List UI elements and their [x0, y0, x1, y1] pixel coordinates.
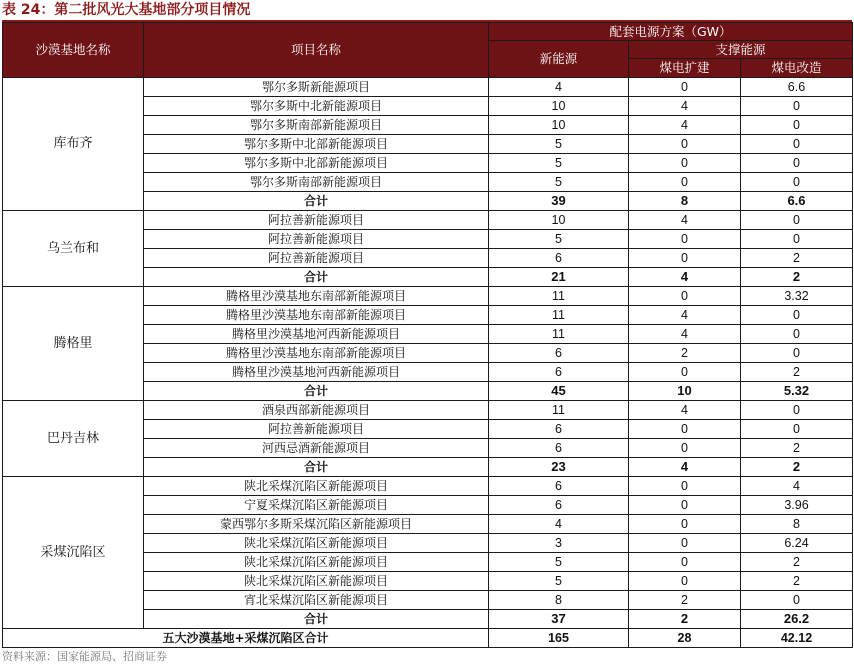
region-name-cell: 巴丹吉林 [3, 401, 144, 477]
coal-expand-cell: 4 [629, 306, 741, 325]
coal-retrofit-cell: 4 [741, 477, 853, 496]
coal-retrofit-cell: 0 [741, 420, 853, 439]
project-name-cell: 腾格里沙漠基地东南部新能源项目 [144, 287, 489, 306]
coal-retrofit-cell: 6.6 [741, 78, 853, 97]
new-energy-cell: 6 [489, 344, 629, 363]
project-name-cell: 鄂尔多斯南部新能源项目 [144, 173, 489, 192]
coal-retrofit-cell: 2 [741, 439, 853, 458]
coal-expand-cell: 0 [629, 249, 741, 268]
new-energy-cell: 11 [489, 306, 629, 325]
coal-retrofit-cell: 0 [741, 591, 853, 610]
coal-expand-cell: 0 [629, 154, 741, 173]
new-energy-cell: 10 [489, 116, 629, 135]
new-energy-cell: 5 [489, 572, 629, 591]
coal-expand-cell: 0 [629, 230, 741, 249]
subtotal-label-cell: 合计 [144, 192, 489, 211]
subtotal-coal-retrofit-cell: 2 [741, 268, 853, 287]
subtotal-label-cell: 合计 [144, 610, 489, 629]
coal-retrofit-cell: 0 [741, 173, 853, 192]
grand-total-label-cell: 五大沙漠基地+采煤沉陷区合计 [3, 629, 489, 648]
header-coal-expand: 煤电扩建 [629, 59, 741, 78]
coal-expand-cell: 0 [629, 515, 741, 534]
project-name-cell: 陕北采煤沉陷区新能源项目 [144, 477, 489, 496]
coal-retrofit-cell: 0 [741, 230, 853, 249]
coal-expand-cell: 0 [629, 496, 741, 515]
project-name-cell: 宁夏采煤沉陷区新能源项目 [144, 496, 489, 515]
project-name-cell: 陕北采煤沉陷区新能源项目 [144, 553, 489, 572]
new-energy-cell: 4 [489, 515, 629, 534]
coal-retrofit-cell: 2 [741, 249, 853, 268]
subtotal-label-cell: 合计 [144, 458, 489, 477]
coal-retrofit-cell: 0 [741, 211, 853, 230]
project-name-cell: 腾格里沙漠基地河西新能源项目 [144, 325, 489, 344]
coal-retrofit-cell: 0 [741, 154, 853, 173]
subtotal-coal-retrofit-cell: 5.32 [741, 382, 853, 401]
new-energy-cell: 6 [489, 477, 629, 496]
coal-expand-cell: 0 [629, 287, 741, 306]
new-energy-cell: 5 [489, 135, 629, 154]
project-name-cell: 陕北采煤沉陷区新能源项目 [144, 534, 489, 553]
coal-expand-cell: 0 [629, 135, 741, 154]
coal-expand-cell: 0 [629, 439, 741, 458]
new-energy-cell: 10 [489, 97, 629, 116]
grand-total-new-energy-cell: 165 [489, 629, 629, 648]
coal-retrofit-cell: 0 [741, 116, 853, 135]
project-name-cell: 腾格里沙漠基地河西新能源项目 [144, 363, 489, 382]
coal-retrofit-cell: 0 [741, 97, 853, 116]
region-name-cell: 采煤沉陷区 [3, 477, 144, 629]
subtotal-coal-expand-cell: 8 [629, 192, 741, 211]
project-name-cell: 阿拉善新能源项目 [144, 230, 489, 249]
coal-expand-cell: 0 [629, 363, 741, 382]
table-header [3, 23, 853, 78]
coal-retrofit-cell: 0 [741, 135, 853, 154]
new-energy-cell: 6 [489, 420, 629, 439]
source-note: 资料来源：国家能源局、招商证券 [2, 650, 167, 663]
subtotal-label-cell: 合计 [144, 382, 489, 401]
table-row [3, 78, 853, 97]
subtotal-new-energy-cell: 23 [489, 458, 629, 477]
project-name-cell: 阿拉善新能源项目 [144, 420, 489, 439]
coal-expand-cell: 2 [629, 591, 741, 610]
header-coal-retrofit: 煤电改造 [741, 59, 853, 78]
project-name-cell: 阿拉善新能源项目 [144, 249, 489, 268]
new-energy-cell: 10 [489, 211, 629, 230]
project-name-cell: 宵北采煤沉陷区新能源项目 [144, 591, 489, 610]
subtotal-label-cell: 合计 [144, 268, 489, 287]
coal-retrofit-cell: 6.24 [741, 534, 853, 553]
subtotal-coal-expand-cell: 4 [629, 268, 741, 287]
new-energy-cell: 5 [489, 553, 629, 572]
region-name-cell: 库布齐 [3, 78, 144, 211]
subtotal-new-energy-cell: 37 [489, 610, 629, 629]
coal-expand-cell: 0 [629, 78, 741, 97]
subtotal-coal-expand-cell: 4 [629, 458, 741, 477]
header-project: 项目名称 [144, 23, 489, 78]
project-name-cell: 河西忌酒新能源项目 [144, 439, 489, 458]
project-name-cell: 腾格里沙漠基地东南部新能源项目 [144, 344, 489, 363]
table-row [3, 287, 853, 306]
coal-expand-cell: 0 [629, 534, 741, 553]
new-energy-cell: 6 [489, 496, 629, 515]
coal-retrofit-cell: 2 [741, 553, 853, 572]
new-energy-cell: 6 [489, 439, 629, 458]
subtotal-new-energy-cell: 39 [489, 192, 629, 211]
grand-total-coal-expand-cell: 28 [629, 629, 741, 648]
project-name-cell: 鄂尔多斯中北部新能源项目 [144, 154, 489, 173]
coal-expand-cell: 4 [629, 211, 741, 230]
new-energy-cell: 11 [489, 287, 629, 306]
coal-expand-cell: 4 [629, 401, 741, 420]
region-name-cell: 乌兰布和 [3, 211, 144, 287]
projects-table [2, 22, 853, 648]
coal-retrofit-cell: 8 [741, 515, 853, 534]
coal-expand-cell: 0 [629, 572, 741, 591]
coal-retrofit-cell: 0 [741, 325, 853, 344]
coal-retrofit-cell: 0 [741, 344, 853, 363]
coal-expand-cell: 4 [629, 325, 741, 344]
table-row [3, 477, 853, 496]
coal-expand-cell: 0 [629, 553, 741, 572]
coal-expand-cell: 0 [629, 420, 741, 439]
coal-retrofit-cell: 3.96 [741, 496, 853, 515]
new-energy-cell: 5 [489, 154, 629, 173]
subtotal-new-energy-cell: 45 [489, 382, 629, 401]
new-energy-cell: 3 [489, 534, 629, 553]
new-energy-cell: 11 [489, 401, 629, 420]
project-name-cell: 鄂尔多斯新能源项目 [144, 78, 489, 97]
table-row [3, 211, 853, 230]
subtotal-coal-retrofit-cell: 6.6 [741, 192, 853, 211]
coal-retrofit-cell: 2 [741, 572, 853, 591]
coal-expand-cell: 0 [629, 173, 741, 192]
coal-expand-cell: 2 [629, 344, 741, 363]
new-energy-cell: 5 [489, 173, 629, 192]
table-title: 表 24：第二批风光大基地部分项目情况 [2, 2, 251, 18]
header-region: 沙漠基地名称 [3, 23, 144, 78]
coal-expand-cell: 4 [629, 97, 741, 116]
grand-total-coal-retrofit-cell: 42.12 [741, 629, 853, 648]
project-name-cell: 鄂尔多斯中北部新能源项目 [144, 135, 489, 154]
coal-expand-cell: 4 [629, 116, 741, 135]
project-name-cell: 鄂尔多斯南部新能源项目 [144, 116, 489, 135]
grand-total-row [3, 629, 853, 648]
new-energy-cell: 4 [489, 78, 629, 97]
new-energy-cell: 6 [489, 249, 629, 268]
project-name-cell: 酒泉西部新能源项目 [144, 401, 489, 420]
table-row [3, 401, 853, 420]
new-energy-cell: 6 [489, 363, 629, 382]
header-power-plan: 配套电源方案（GW） [489, 23, 853, 41]
new-energy-cell: 8 [489, 591, 629, 610]
new-energy-cell: 5 [489, 230, 629, 249]
subtotal-coal-retrofit-cell: 2 [741, 458, 853, 477]
subtotal-coal-retrofit-cell: 26.2 [741, 610, 853, 629]
table-body [3, 78, 853, 648]
header-new-energy: 新能源 [489, 41, 629, 78]
project-name-cell: 鄂尔多斯中北新能源项目 [144, 97, 489, 116]
coal-retrofit-cell: 3.32 [741, 287, 853, 306]
coal-retrofit-cell: 0 [741, 401, 853, 420]
coal-retrofit-cell: 0 [741, 306, 853, 325]
subtotal-new-energy-cell: 21 [489, 268, 629, 287]
coal-expand-cell: 0 [629, 477, 741, 496]
subtotal-coal-expand-cell: 10 [629, 382, 741, 401]
project-name-cell: 陕北采煤沉陷区新能源项目 [144, 572, 489, 591]
project-name-cell: 腾格里沙漠基地东南部新能源项目 [144, 306, 489, 325]
project-name-cell: 蒙西鄂尔多斯采煤沉陷区新能源项目 [144, 515, 489, 534]
header-support-energy: 支撑能源 [629, 41, 853, 59]
new-energy-cell: 11 [489, 325, 629, 344]
coal-retrofit-cell: 2 [741, 363, 853, 382]
subtotal-coal-expand-cell: 2 [629, 610, 741, 629]
project-name-cell: 阿拉善新能源项目 [144, 211, 489, 230]
region-name-cell: 腾格里 [3, 287, 144, 401]
